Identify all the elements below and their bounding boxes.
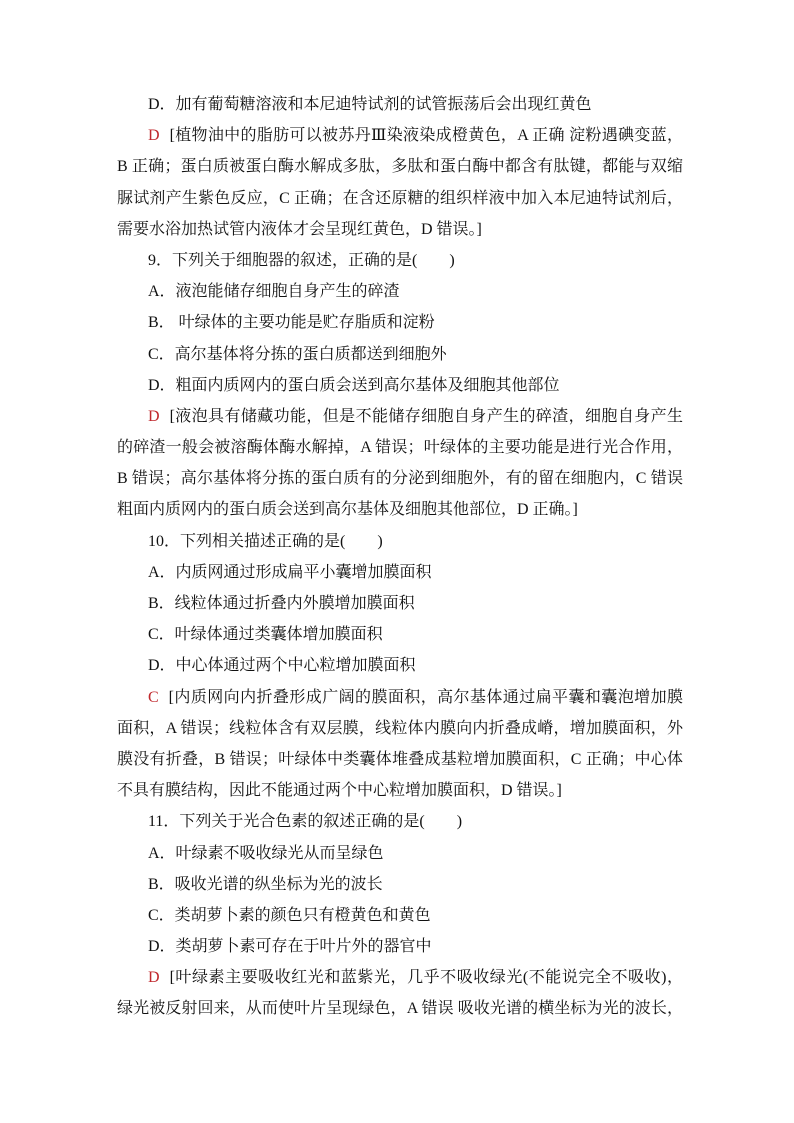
question-8-answer-line	[117, 120, 683, 151]
question-10-option-c: C．叶绿体通过类囊体增加膜面积	[148, 626, 383, 644]
question-9-stem: 9．下列关于细胞器的叙述，正确的是( )	[148, 251, 455, 269]
question-10-explanation-line: 不具有膜结构，因此不能通过两个中心粒增加膜面积，D 错误。]	[117, 782, 562, 800]
question-8-explanation-line: 需要水浴加热试管内液体才会呈现红黄色，D 错误。]	[117, 220, 482, 238]
question-8-explanation-line: 脲试剂产生紫色反应，C 正确；在含还原糖的组织样液中加入本尼迪特试剂后，	[117, 189, 683, 207]
question-11-explanation-text: [叶绿素主要吸收红光和蓝紫光，几乎不吸收绿光(不能说完全不吸收)，	[169, 969, 683, 987]
question-9-option-d: D．粗面内质网内的蛋白质会送到高尔基体及细胞其他部位	[148, 376, 560, 394]
question-9-answer-letter: D	[148, 407, 160, 425]
question-9-answer-line	[117, 401, 683, 432]
question-11-option-a: A．叶绿素不吸收绿光从而呈绿色	[148, 844, 384, 862]
question-9-option-b: B． 叶绿体的主要功能是贮存脂质和淀粉	[148, 314, 435, 332]
question-9-explanation-line: 的碎渣一般会被溶酶体酶水解掉，A 错误；叶绿体的主要功能是进行光合作用，	[117, 439, 683, 457]
question-10-option-b: B．线粒体通过折叠内外膜增加膜面积	[148, 595, 415, 612]
question-9-explanation-line: 粗面内质网内的蛋白质会送到高尔基体及细胞其他部位，D 正确。]	[117, 501, 578, 519]
question-10-explanation-line: 面积，A 错误；线粒体含有双层膜，线粒体内膜向内折叠成嵴，增加膜面积，外	[117, 719, 683, 737]
question-10-explanation-text: [内质网向内折叠形成广阔的膜面积，高尔基体通过扁平囊和囊泡增加膜	[168, 688, 683, 706]
question-11-option-b: B．吸收光谱的纵坐标为光的波长	[148, 875, 383, 893]
question-11-explanation-line: 绿光被反射回来，从而使叶片呈现绿色，A 错误 吸收光谱的横坐标为光的波长，	[117, 1000, 683, 1018]
question-8-answer-letter: D	[148, 127, 160, 145]
question-10-stem: 10．下列相关描述正确的是( )	[148, 532, 383, 550]
question-8-explanation-line: B 正确；蛋白质被蛋白酶水解成多肽，多肽和蛋白酶中都含有肽键，都能与双缩	[117, 158, 683, 176]
question-9-option-c: C．高尔基体将分拣的蛋白质都送到细胞外	[148, 345, 447, 363]
question-10-option-a: A．内质网通过形成扁平小囊增加膜面积	[148, 563, 432, 581]
question-10-explanation-line: 膜没有折叠，B 错误；叶绿体中类囊体堆叠成基粒增加膜面积，C 正确；中心体	[117, 750, 683, 768]
question-8-explanation-text: [植物油中的脂肪可以被苏丹Ⅲ染液染成橙黄色，A 正确 淀粉遇碘变蓝，	[169, 127, 683, 145]
question-9-explanation-line: B 错误；高尔基体将分拣的蛋白质有的分泌到细胞外，有的留在细胞内，C 错误	[117, 470, 683, 488]
document-content	[117, 89, 683, 1025]
question-11-stem: 11．下列关于光合色素的叙述正确的是( )	[148, 813, 463, 831]
question-11-answer-line	[117, 962, 683, 993]
question-10-answer-letter: C	[148, 688, 159, 706]
question-8-option-d: D．加有葡萄糖溶液和本尼迪特试剂的试管振荡后会出现红黄色	[148, 96, 592, 113]
question-10-answer-line	[117, 682, 683, 713]
question-11-option-d: D．类胡萝卜素可存在于叶片外的器官中	[148, 938, 432, 956]
question-10-option-d: D．中心体通过两个中心粒增加膜面积	[148, 657, 416, 675]
question-9-explanation-text: [液泡具有储藏功能，但是不能储存细胞自身产生的碎渣，细胞自身产生	[169, 407, 683, 425]
question-11-option-c: C．类胡萝卜素的颜色只有橙黄色和黄色	[148, 906, 431, 924]
question-11-answer-letter: D	[148, 969, 160, 987]
question-9-option-a: A．液泡能储存细胞自身产生的碎渣	[148, 283, 400, 301]
